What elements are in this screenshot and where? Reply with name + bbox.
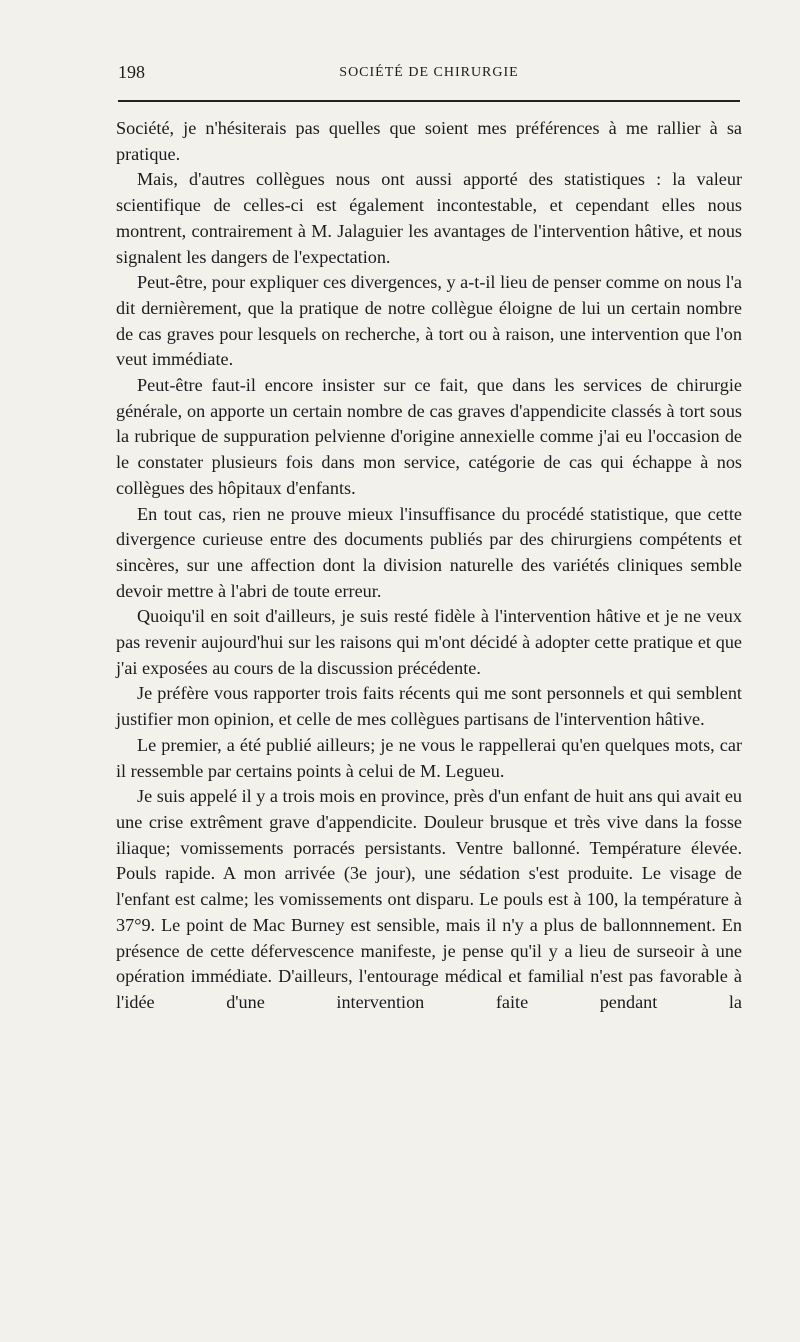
paragraph: Peut-être, pour expliquer ces divergences, y a-t-il lieu de penser comme on nous l'a dit dernièrement, que la pratique de notre collègue éloigne de lui un certain nombre de cas graves pour lesquels on recherche, à tort ou à raison, une intervention que l'on veut immédiate. [116,272,742,370]
paragraph: Peut-être faut-il encore insister sur ce fait, que dans les services de chirurgie générale, on apporte un certain nombre de cas graves d'appendicite classés à tort sous la rubrique de suppuration pelvienne d'origine annexielle comme j'ai eu l'occasion de le constater plusieurs fois dans mon service, catégorie de cas qui échappe à nos collègues des hôpitaux d'enfants. [116,375,742,498]
header-rule [118,100,740,102]
paragraph: En tout cas, rien ne prouve mieux l'insuffisance du procédé statistique, que cette divergence curieuse entre des documents publiés par des chirurgiens compétents et sincères, sur une affection dont la division naturelle des variétés cliniques semble devoir mettre à l'abri de toute erreur. [116,503,742,601]
body-text [116,116,742,1016]
paragraph: Société, je n'hésiterais pas quelles que soient mes préférences à me rallier à sa pratique. [116,118,742,164]
page-number: 198 [118,62,145,82]
paragraph: Le premier, a été publié ailleurs; je ne vous le rappellerai qu'en quelques mots, car il ressemble par certains points à celui de M. Legueu. [116,734,742,781]
paragraph: Je préfère vous rapporter trois faits récents qui me sont personnels et qui semblent justifier mon opinion, et celle de mes collègues partisans de l'intervention hâtive. [116,683,742,730]
paragraph: Quoiqu'il en soit d'ailleurs, je suis resté fidèle à l'intervention hâtive et je ne veux pas revenir aujourd'hui sur les raisons qui m'ont décidé à adopter cette pratique et que j'ai exposées au cours de la discussion précédente. [116,606,742,678]
running-title: SOCIÉTÉ DE CHIRURGIE [339,65,519,80]
paragraph: Mais, d'autres collègues nous ont aussi apporté des statistiques : la valeur scientifique de celles-ci est également incontestable, et cependant elles nous montrent, contrairement à M. Jalaguier les avantages de l'intervention hâtive, et nous signalent les dangers de l'expectation. [116,169,742,267]
paragraph: Je suis appelé il y a trois mois en province, près d'un enfant de huit ans qui avait eu une crise extrêment grave d'appendicite. Douleur brusque et très vive dans la fosse iliaque; vomissements porracés persistants. Ventre ballonné. Température élevée. Pouls rapide. A mon arrivée (3e jour), une sédation s'est produite. Le visage de l'enfant est calme; les vomissements ont disparu. Le pouls est à 100, la température à 37°9. Le point de Mac Burney est sensible, mais il n'y a plus de ballonnnement. En présence de cette défervescence manifeste, je pense qu'il y a lieu de surseoir à une opération immédiate. D'ailleurs, l'entourage médical et familial n'est pas favorable à l'idée d'une intervention faite pendant la [116,786,742,1012]
page-header [118,62,740,86]
